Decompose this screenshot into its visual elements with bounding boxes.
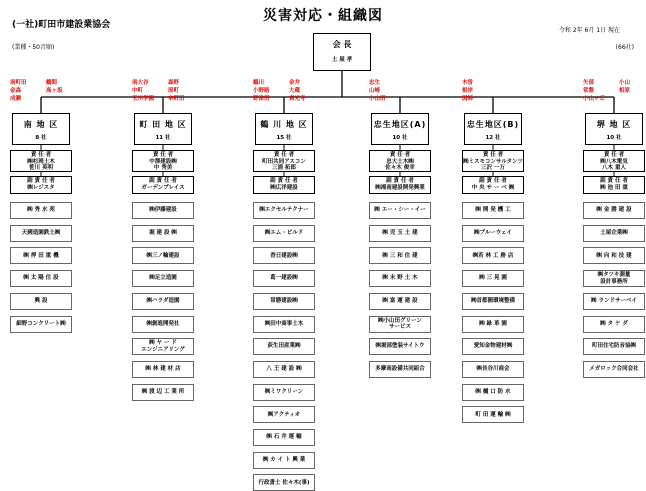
deputy-line: ㈱ 池 田 重 xyxy=(600,184,628,191)
district-count: 10 社 xyxy=(606,135,622,141)
member-firm xyxy=(253,247,315,264)
member-firm xyxy=(132,361,194,378)
member-firm xyxy=(369,270,431,287)
district-box xyxy=(585,113,643,145)
deputy-line: ㈱広洋建設 xyxy=(270,184,298,191)
member-firm xyxy=(132,202,194,219)
firm-name: ㈱ 児 玉 土 建 xyxy=(382,229,418,236)
ward-name: 金森 xyxy=(10,88,22,94)
deputy-line: 副 責 任 者 xyxy=(270,178,298,184)
leader-line: 責 任 者 xyxy=(389,152,411,158)
member-firm xyxy=(132,338,194,355)
firm-name: ㈱三ノ輪建設 xyxy=(146,252,180,259)
member-firm xyxy=(462,293,524,310)
firm-name: 設計事務所 xyxy=(600,278,628,285)
district-wards xyxy=(369,79,433,105)
member-firm xyxy=(369,202,431,219)
district-name: 堺 地 区 xyxy=(596,120,632,129)
member-firm xyxy=(583,293,645,310)
member-firm xyxy=(253,361,315,378)
firm-name: ㈱若 林 工 務 店 xyxy=(472,252,514,259)
district-count: 15 社 xyxy=(276,135,292,141)
district-count: 8 社 xyxy=(35,135,47,141)
firm-name: ㈱ 林 建 材 店 xyxy=(145,366,181,373)
chairman-role: 会 長 xyxy=(332,40,352,49)
member-firm xyxy=(132,270,194,287)
member-firm xyxy=(462,338,524,355)
ward-name: 矢部 xyxy=(583,80,595,86)
deputy-box xyxy=(10,176,72,194)
firm-name: ㈱タツキ測量 xyxy=(597,272,631,279)
firm-name: ㈱ブルーウェイ xyxy=(473,229,513,236)
firm-name: 細野コンクリート㈱ xyxy=(16,320,66,327)
leader-box xyxy=(10,150,72,172)
district-wards xyxy=(10,79,74,105)
leader-box xyxy=(583,150,645,172)
firm-name: ㈱創進開発社 xyxy=(146,320,180,327)
date-label: 令和 2年 6月 1日 現在 xyxy=(558,27,620,34)
firm-name: ㈱長谷川商会 xyxy=(476,366,510,373)
member-firm xyxy=(132,225,194,242)
member-firm xyxy=(10,247,72,264)
leader-line: 八木 重人 xyxy=(602,165,626,171)
deputy-line: 中 央 サ ー ベ ㈱ xyxy=(471,184,515,191)
firm-name: ㈱ミワクリーン xyxy=(264,388,304,395)
member-firm xyxy=(583,316,645,333)
member-firm xyxy=(462,270,524,287)
member-firm xyxy=(583,202,645,219)
firm-name: 荻生田産業㈱ xyxy=(267,343,301,350)
district-wards xyxy=(583,79,646,105)
sort-note: (業種・50音順) xyxy=(12,44,55,51)
leader-line: 中 秀美 xyxy=(153,165,173,171)
member-firm xyxy=(10,270,72,287)
district-count: 12 社 xyxy=(485,135,501,141)
leader-line: 中澤建設㈱ xyxy=(149,158,177,165)
firm-name: 町田住宅防音協㈱ xyxy=(591,343,636,350)
leader-line: 責 任 者 xyxy=(273,152,295,158)
firm-name: 土屋企業㈱ xyxy=(600,229,628,236)
member-firm xyxy=(253,225,315,242)
ward-name: 森野 xyxy=(168,80,180,86)
leader-box xyxy=(369,150,431,172)
member-firm xyxy=(369,225,431,242)
firm-name: ㈱ 押 田 重 機 xyxy=(23,252,59,259)
ward-name: 小野路 xyxy=(253,88,270,94)
firm-name: ㈱ エー・シー・イー xyxy=(374,207,426,214)
leader-line: 責 任 者 xyxy=(30,152,52,158)
deputy-line: 副 責 任 者 xyxy=(600,178,628,184)
ward-name: 図師 xyxy=(462,96,474,102)
member-firm xyxy=(10,293,72,310)
district-box xyxy=(255,113,313,145)
leader-line: 三浦 拓郎 xyxy=(272,165,296,171)
deputy-line: ㈱湘南建設開発興業 xyxy=(375,184,425,191)
firm-name: ㈱アクティオ xyxy=(267,411,301,418)
member-firm xyxy=(10,202,72,219)
member-firm xyxy=(462,361,524,378)
firm-name: ㈱ 向 和 技 建 xyxy=(596,252,632,259)
ward-name: 本町田 xyxy=(168,96,185,102)
firm-name: ㈱ 開 発 機 工 xyxy=(475,207,511,214)
member-firm xyxy=(583,247,645,264)
district-count: 10 社 xyxy=(392,135,408,141)
leader-line: ㈱杉岡土木 xyxy=(27,158,55,165)
deputy-box xyxy=(462,176,524,194)
member-firm xyxy=(10,316,72,333)
firm-name: ㈱堀部塗装サイトウ xyxy=(375,343,425,350)
organization-name: (一社)町田市建設業協会 xyxy=(12,20,111,30)
firm-name: ㈱ カ イ ト 興 業 xyxy=(262,456,306,463)
deputy-line: 副 責 任 者 xyxy=(479,178,507,184)
ward-name: 鶴間 xyxy=(46,80,58,86)
member-firm xyxy=(253,429,315,446)
firm-name: ㈱ 緑 革 園 xyxy=(479,320,507,327)
firm-name: ㈱ 樋 口 防 水 xyxy=(475,388,511,395)
leader-line: 責 任 者 xyxy=(482,152,504,158)
firm-name: ㈱ タ ケ ダ xyxy=(600,320,628,327)
district-wards xyxy=(253,79,317,105)
ward-name: 野津田 xyxy=(253,96,270,102)
ward-name: 相原 xyxy=(619,88,631,94)
member-firm xyxy=(462,316,524,333)
district-name: 町 田 地 区 xyxy=(139,120,187,129)
firm-name: 行政書士 佐々木(事) xyxy=(258,479,310,486)
ward-name: 忠生 xyxy=(369,80,381,86)
firm-name: ㈱ 渡 辺 工 業 所 xyxy=(141,388,185,395)
firm-name: 香日建設㈱ xyxy=(270,252,298,259)
firm-name: 八 王 建 設 ㈱ xyxy=(266,366,302,373)
ward-name: 金井 xyxy=(289,80,301,86)
member-firm xyxy=(10,225,72,242)
ward-name: 原町 xyxy=(168,88,180,94)
firm-name: ㈱ 秀 水 苑 xyxy=(27,207,55,214)
member-firm xyxy=(132,247,194,264)
ward-name: 大蔵 xyxy=(289,88,301,94)
member-firm xyxy=(369,247,431,264)
deputy-line: 副 責 任 者 xyxy=(27,178,55,184)
member-firm xyxy=(132,384,194,401)
district-box xyxy=(464,113,522,145)
firm-name: ㈱エクセルテクナー xyxy=(259,207,309,214)
firm-name: 町 田 運 輸 ㈱ xyxy=(475,411,511,418)
district-name: 忠生地区(B) xyxy=(466,120,520,129)
member-firm xyxy=(132,316,194,333)
deputy-line: 副 責 任 者 xyxy=(149,178,177,184)
firm-name: ㈱ ヤ ー ド xyxy=(149,340,177,347)
ward-name: 高ヶ坂 xyxy=(46,88,63,94)
member-firm xyxy=(462,225,524,242)
firm-name: ㈱ 三 晃 園 xyxy=(479,275,507,282)
leader-line: 佐々木 俊幸 xyxy=(385,165,415,171)
leader-line: 責 任 者 xyxy=(152,152,174,158)
firm-name: 堀 建 設 ㈱ xyxy=(149,229,177,236)
leader-line: 町田共同アスコン xyxy=(262,158,306,165)
district-name: 南 地 区 xyxy=(23,120,59,129)
leader-box xyxy=(462,150,524,172)
member-firm xyxy=(253,406,315,423)
district-count: 11 社 xyxy=(155,135,171,141)
firm-name: 愛知金物建材㈱ xyxy=(473,343,513,350)
deputy-box xyxy=(369,176,431,194)
ward-name: 常盤 xyxy=(583,88,595,94)
deputy-box xyxy=(253,176,315,194)
deputy-line: ガーデンプレイス xyxy=(141,184,185,191)
firm-name: ㈱ ランドサーベイ xyxy=(591,298,637,305)
district-name: 忠生地区(A) xyxy=(373,120,427,129)
ward-name: 真光寺 xyxy=(289,96,306,102)
firm-name: 多摩南設備共同組合 xyxy=(375,366,425,373)
member-firm xyxy=(253,452,315,469)
leader-line: ㈱ミスモコンサルタンツ xyxy=(463,158,524,165)
member-firm xyxy=(583,361,645,378)
ward-name: 南大谷 xyxy=(132,80,149,86)
member-firm xyxy=(583,270,645,287)
deputy-box xyxy=(583,176,645,194)
district-wards xyxy=(462,79,526,105)
firm-name: ㈱田中商事土木 xyxy=(264,320,304,327)
district-box xyxy=(134,113,192,145)
leader-line: 責 任 者 xyxy=(603,152,625,158)
leader-line: 笹川 英明 xyxy=(29,165,53,171)
member-firm xyxy=(253,270,315,287)
firm-name: ㈱足立造園 xyxy=(149,275,177,282)
firm-name: ㈱ 富 運 建 設 xyxy=(382,298,418,305)
leader-box xyxy=(253,150,315,172)
member-firm xyxy=(369,361,431,378)
firm-name: ㈱伊藤建設 xyxy=(149,207,177,214)
district-box xyxy=(371,113,429,145)
firm-name: ㈱ 三 和 住 建 xyxy=(382,252,418,259)
member-firm xyxy=(369,293,431,310)
ward-name: 成瀬 xyxy=(10,96,22,102)
firm-name: ㈱ハラダ造園 xyxy=(146,298,180,305)
firm-name: 葛一建設㈱ xyxy=(270,275,298,282)
page-title: 災害対応・組織図 xyxy=(263,8,383,24)
firm-name: エンジニアリング xyxy=(141,346,185,353)
member-firm xyxy=(253,384,315,401)
firm-name: ㈱ 石 井 運 輸 xyxy=(266,434,302,441)
member-firm xyxy=(369,316,431,333)
chairman-box xyxy=(313,33,371,71)
firm-name: ㈱小山田グリーン xyxy=(378,317,422,324)
firm-name: ㈱エム・ビルド xyxy=(264,229,304,236)
firm-name: 常勝建設㈱ xyxy=(270,298,298,305)
member-firm xyxy=(253,338,315,355)
deputy-box xyxy=(132,176,194,194)
ward-name: 木曽 xyxy=(462,80,474,86)
leader-box xyxy=(132,150,194,172)
member-firm xyxy=(369,338,431,355)
firm-name: ㈱首都圏環境整備 xyxy=(470,298,515,305)
leader-line: 三沢 一万 xyxy=(481,165,505,171)
firm-name: サービス xyxy=(388,324,411,330)
district-wards xyxy=(132,79,196,105)
ward-name: 玉川学園 xyxy=(132,96,155,102)
member-firm xyxy=(462,202,524,219)
ward-name: 小山田 xyxy=(369,96,386,102)
ward-name: 根岸 xyxy=(462,88,474,94)
deputy-line: ㈱レジスタ xyxy=(27,184,55,191)
firm-name: ㈱ 太 陽 住 設 xyxy=(23,275,59,282)
ward-name: 鶴川 xyxy=(253,80,265,86)
member-firm xyxy=(462,406,524,423)
member-firm xyxy=(253,316,315,333)
leader-line: 忠大土木㈱ xyxy=(386,158,414,165)
member-firm xyxy=(253,293,315,310)
ward-name: 南町田 xyxy=(10,80,27,86)
district-name: 鶴 川 地 区 xyxy=(260,120,308,129)
ward-name: 山崎 xyxy=(369,88,381,94)
member-firm xyxy=(462,384,524,401)
total-count: (66社) xyxy=(615,44,634,51)
leader-line: ㈱八木電気 xyxy=(600,158,628,165)
firm-name: メガロック合同会社 xyxy=(589,366,639,373)
ward-name: 小山 xyxy=(619,80,631,86)
deputy-line: 副 責 任 者 xyxy=(386,178,414,184)
member-firm xyxy=(583,338,645,355)
member-firm xyxy=(583,225,645,242)
district-box xyxy=(12,113,70,145)
member-firm xyxy=(462,247,524,264)
member-firm xyxy=(253,202,315,219)
firm-name: ㈱ 金 勝 建 設 xyxy=(596,207,632,214)
ward-name: 中町 xyxy=(132,88,144,94)
firm-name: ㈱ 末 野 土 木 xyxy=(382,275,418,282)
firm-name: 興 設 xyxy=(34,298,48,305)
ward-name: 小山ヶ丘 xyxy=(583,96,606,102)
member-firm xyxy=(132,293,194,310)
firm-name: 天國造園鉄土㈱ xyxy=(21,229,61,236)
chairman-name: 土 屋 孝 xyxy=(331,57,353,63)
